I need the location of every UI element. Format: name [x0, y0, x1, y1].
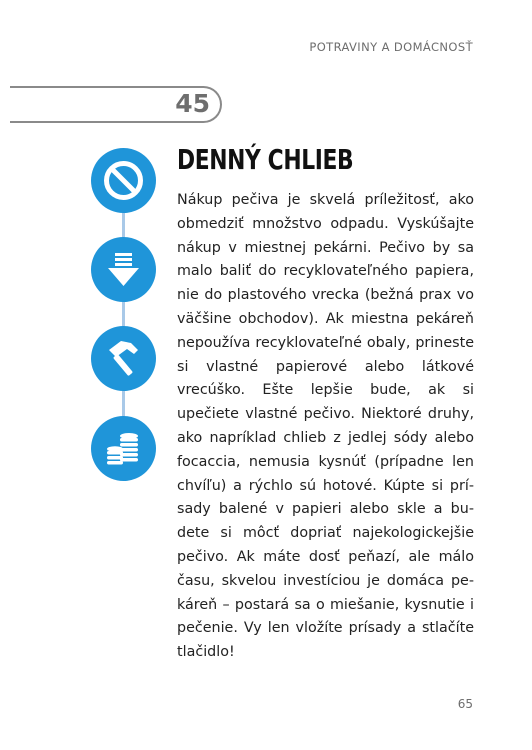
chapter-category: POTRAVINY A DOMÁCNOSŤ: [309, 40, 473, 54]
no-entry-icon: [91, 148, 156, 213]
tip-number: 45: [175, 89, 210, 118]
tip-body-text: Nákup pečiva je skvelá príležitosť, ako obmedziť množstvo odpadu. Vyskúšajte nákup v miestnej pekárni. Pečivo by sa malo baliť do recyklovateľného papiera, nie do plastového vrecka (bežná prax vo väčšine obchodov). Ak miestna pekáreň nepoužíva recyklovateľné obaly, prineste si vlastné papierové alebo látkové vrecúško. Ešte lepšie bude, ak si upečiete vlastné pečivo. Niektoré druhy, ako napríklad chlieb z jedlej sódy alebo focaccia, nemusia kysnúť (prípadne len chvíľu) a rýchlo sú hotové. Kúpte si prísady balené v papieri alebo skle a budete si môcť dopriať najekologickejšie pečivo. Ak máte dosť peňazí, ale málo času, skvelou investíciou je domáca pekáreň – postará sa o miešanie, kysnutie i pečenie. Vy len vložíte prísady a stlačíte tlačidlo!: [177, 192, 474, 661]
page-number: 65: [457, 697, 473, 711]
tip-title: DENNÝ CHLIEB: [177, 143, 354, 176]
download-arrow-icon: [91, 237, 156, 302]
icon-rail: [122, 190, 125, 450]
tip-number-frame: [10, 86, 222, 123]
hammer-icon: [91, 326, 156, 391]
coin-stack-icon: [91, 416, 156, 481]
